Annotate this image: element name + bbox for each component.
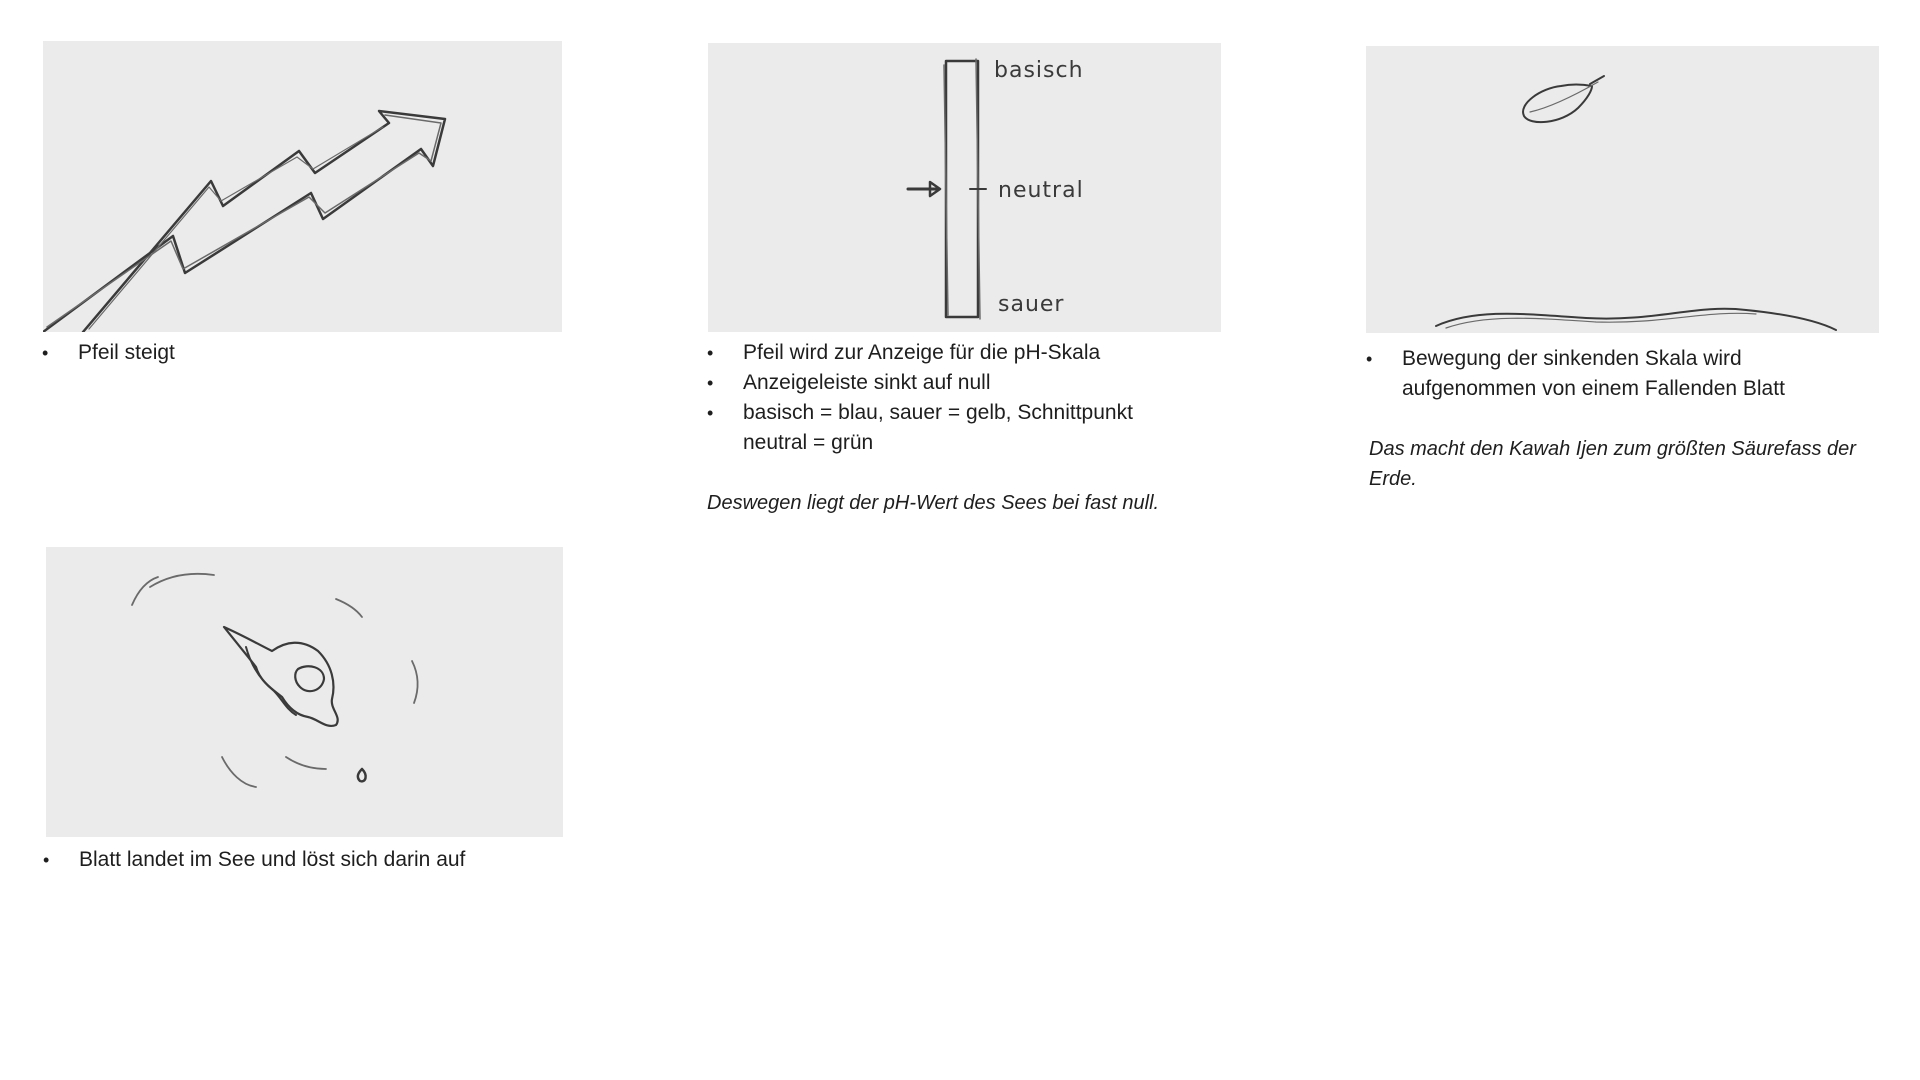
panel-2-bullets [705, 338, 1225, 458]
leaf-icon [1523, 85, 1592, 123]
panel-3-bullets [1364, 344, 1884, 404]
panel-2-note: Deswegen liegt der pH-Wert des Sees bei fast null. [707, 492, 1160, 514]
dissolving-leaf-drawing [46, 547, 563, 837]
bullet-item: • basisch = blau, sauer = gelb, Schnittpunkt neutral = grün [705, 398, 1143, 458]
panel-4-bullets [41, 845, 561, 875]
panel-1-bullets [40, 338, 560, 368]
bullet-item: • Pfeil wird zur Anzeige für die pH-Skala [705, 338, 1225, 368]
ph-scale-drawing [708, 43, 1221, 332]
bullet-item: • Pfeil steigt [40, 338, 560, 368]
panel-3-note: Das macht den Kawah Ijen zum größten Säurefass der Erde. [1369, 438, 1856, 490]
rising-arrow-drawing [43, 41, 562, 332]
ph-scale-sketch [708, 43, 1221, 332]
falling-leaf-sketch [1366, 46, 1879, 333]
bullet-item: • Bewegung der sinkenden Skala wird aufgenommen von einem Fallenden Blatt [1364, 344, 1862, 404]
bullet-item: • Blatt landet im See und löst sich darin auf [41, 845, 561, 875]
rising-arrow-sketch [43, 41, 562, 332]
scale-label-neutral: neutral [998, 178, 1084, 203]
dissolving-leaf-icon [224, 627, 338, 726]
scale-label-sauer: sauer [998, 292, 1065, 317]
dissolving-leaf-sketch [46, 547, 563, 837]
scale-label-basisch: basisch [994, 58, 1084, 83]
falling-leaf-drawing [1366, 46, 1879, 333]
bullet-item: • Anzeigeleiste sinkt auf null [705, 368, 1225, 398]
